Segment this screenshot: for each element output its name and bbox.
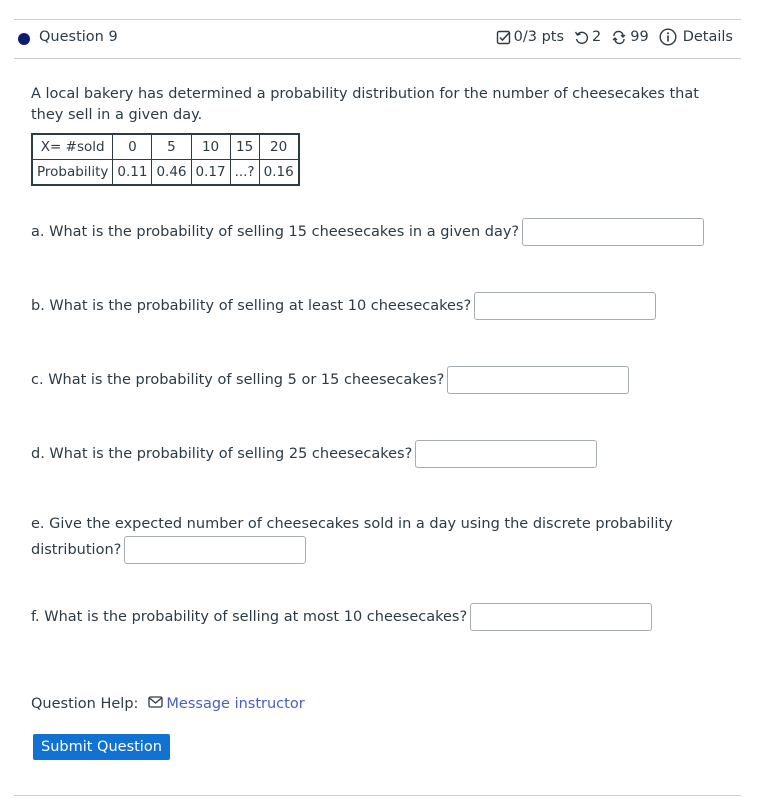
part-b [31, 292, 656, 320]
header-divider [14, 58, 741, 59]
part-c [31, 366, 629, 394]
details-link[interactable]: Details [682, 29, 733, 45]
submissions-icon [611, 30, 627, 45]
part-c-answer-input[interactable] [447, 366, 629, 394]
question-help [31, 696, 305, 712]
submit-question-button[interactable]: Submit Question [33, 734, 170, 760]
table-row [32, 134, 299, 160]
points-text: 0/3 pts [513, 29, 565, 45]
part-e-answer-input[interactable] [124, 536, 306, 564]
x-header-cell: X= #sold [32, 134, 113, 160]
table-cell: 0.16 [259, 160, 299, 186]
question-meta [496, 28, 733, 46]
part-a-answer-input[interactable] [522, 218, 704, 246]
info-icon[interactable] [659, 28, 677, 46]
mail-icon[interactable] [148, 696, 163, 712]
p-header-cell: Probability [32, 160, 113, 186]
table-cell: 0.17 [191, 160, 230, 186]
table-row [32, 160, 299, 186]
table-cell: 20 [259, 134, 299, 160]
part-b-text: b. What is the probability of selling at least 10 cheesecakes? [31, 298, 472, 314]
bottom-divider [14, 795, 741, 796]
part-a [31, 218, 704, 246]
distribution-table [31, 133, 300, 186]
part-f-answer-input[interactable] [470, 603, 652, 631]
part-d-answer-input[interactable] [415, 440, 597, 468]
question-prompt: A local bakery has determined a probability distribution for the number of cheesecakes that they sell in a given day. [31, 86, 699, 123]
table-cell: 0 [113, 134, 152, 160]
part-f [31, 603, 652, 631]
submissions-count: 99 [630, 29, 649, 45]
table-cell: 15 [230, 134, 259, 160]
table-cell: 10 [191, 134, 230, 160]
part-a-text: a. What is the probability of selling 15 cheesecakes in a given day? [31, 224, 520, 240]
table-cell: 5 [152, 134, 191, 160]
part-b-answer-input[interactable] [474, 292, 656, 320]
table-cell: 0.46 [152, 160, 191, 186]
table-cell: ...? [230, 160, 259, 186]
part-e [31, 512, 721, 564]
part-d [31, 440, 597, 468]
question-title: Question 9 [39, 29, 118, 45]
part-e-text: e. Give the expected number of cheesecakes sold in a day using the discrete probability distribution? [31, 516, 673, 558]
retry-icon [574, 30, 589, 45]
attempts-count: 2 [592, 29, 602, 45]
part-c-text: c. What is the probability of selling 5 or 15 cheesecakes? [31, 372, 445, 388]
table-cell: 0.11 [113, 160, 152, 186]
question-status-dot [18, 33, 30, 45]
checkbox-icon [496, 30, 511, 45]
part-d-text: d. What is the probability of selling 25 cheesecakes? [31, 446, 413, 462]
help-label: Question Help: [31, 696, 139, 712]
part-f-text: f. What is the probability of selling at most 10 cheesecakes? [31, 609, 468, 625]
message-instructor-link[interactable]: Message instructor [166, 696, 305, 712]
question-header [14, 20, 741, 58]
